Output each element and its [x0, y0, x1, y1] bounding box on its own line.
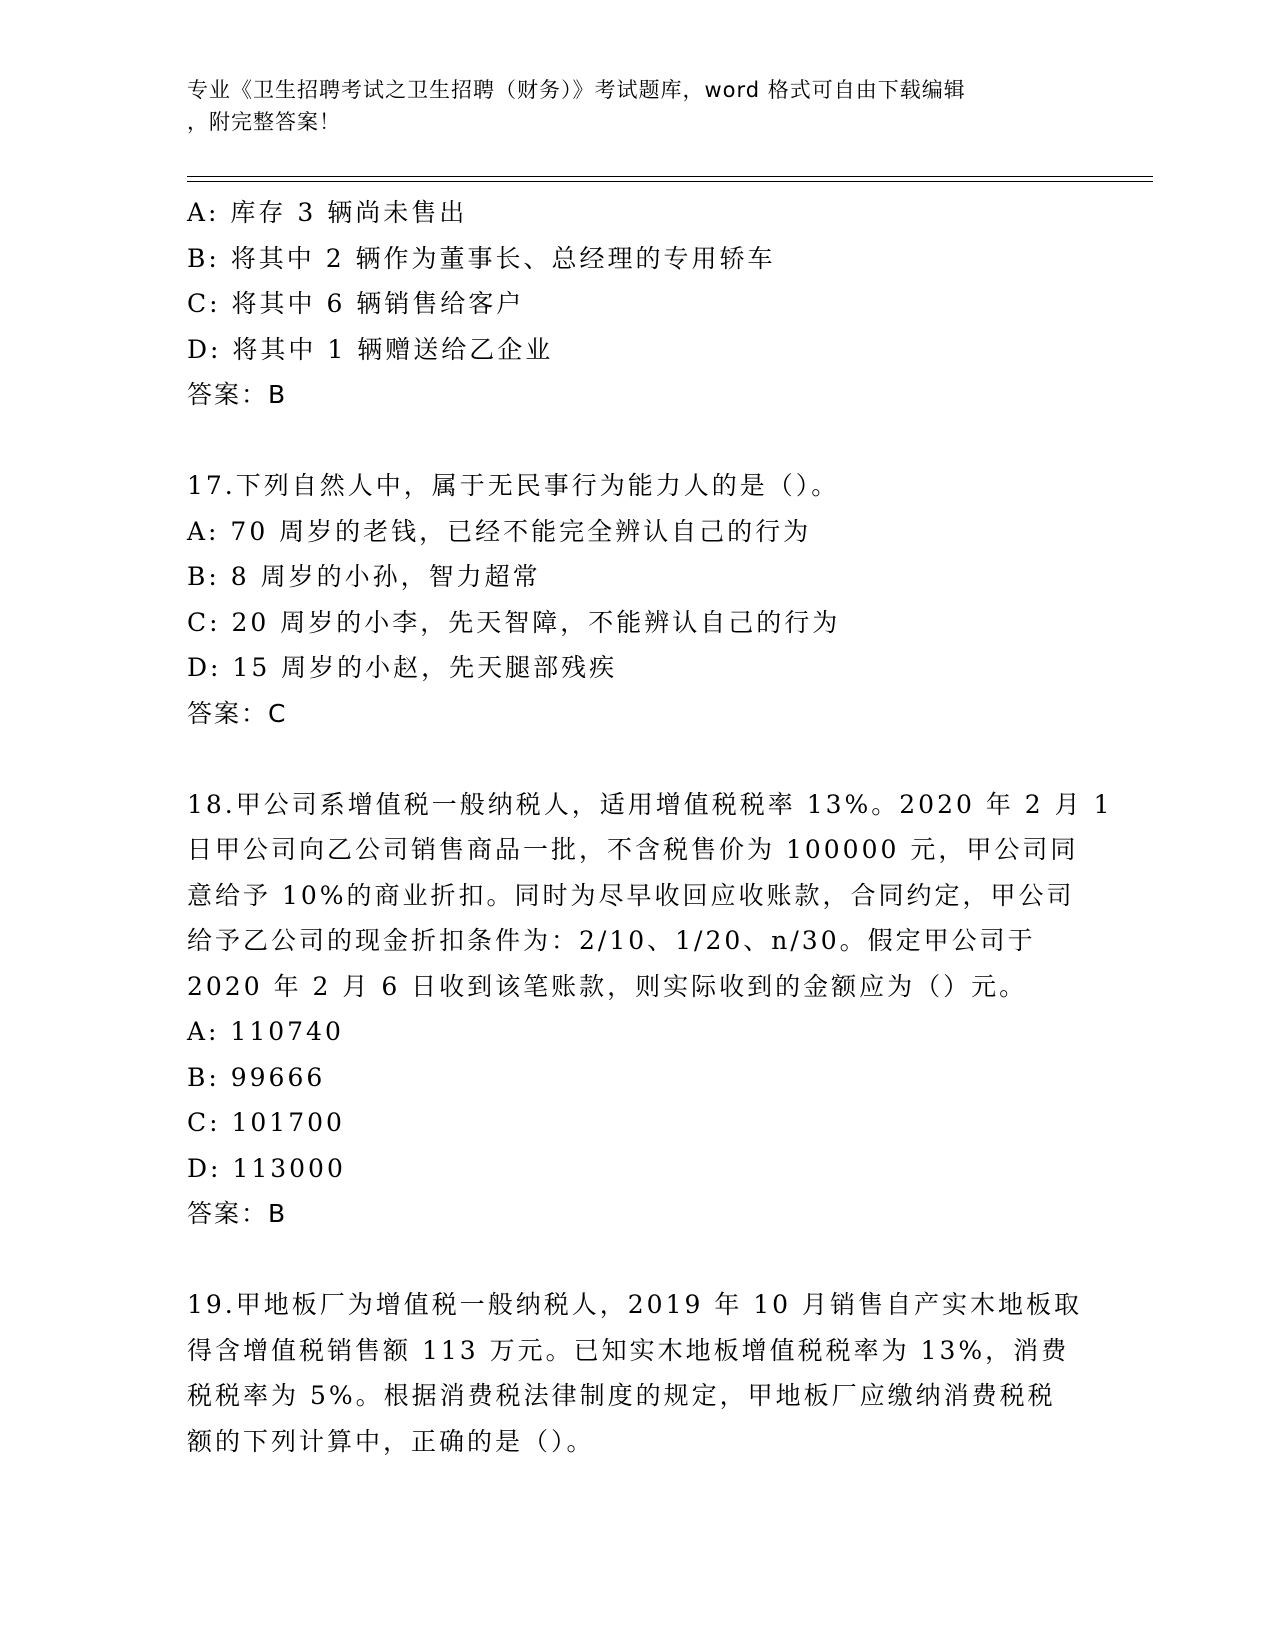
option-c: C: 将其中 6 辆销售给客户: [187, 289, 525, 318]
document-header: [187, 74, 1067, 138]
spacer: [187, 418, 1087, 464]
document-body: [187, 190, 1113, 1464]
question-17-stem: 17.下列自然人中，属于无民事行为能力人的是（）。: [187, 471, 840, 500]
option-c: C: 101700: [187, 1108, 345, 1137]
option-c: C: 20 周岁的小李，先天智障，不能辨认自己的行为: [187, 607, 841, 637]
option-d: D: 15 周岁的小赵，先天腿部残疾: [187, 653, 618, 682]
header-divider: [187, 176, 1153, 177]
option-b: B: 8 周岁的小孙，智力超常: [187, 562, 541, 591]
question-18-stem-line: 日甲公司向乙公司销售商品一批，不含税售价为 100000 元，甲公司同: [187, 835, 1079, 864]
option-b: B: 99666: [187, 1062, 326, 1092]
option-a: A: 库存 3 辆尚未售出: [187, 198, 468, 227]
option-a: A: 110740: [187, 1017, 344, 1046]
spacer: [187, 736, 1087, 782]
header-line-2: ，附完整答案！: [187, 110, 341, 134]
option-d: D: 将其中 1 辆赠送给乙企业: [187, 334, 554, 364]
question-18-stem-line: 2020 年 2 月 6 日收到该笔账款，则实际收到的金额应为（）元。: [187, 971, 1028, 1001]
question-19-stem-line: 得含增值税销售额 113 万元。已知实木地板增值税税率为 13%，消费: [187, 1335, 1070, 1365]
header-line-1: 专业《卫生招聘考试之卫生招聘（财务）》考试题库，word 格式可自由下载编辑: [187, 78, 966, 102]
answer: 答案：C: [187, 698, 288, 728]
header-divider-secondary: [187, 181, 1153, 182]
question-18-stem-line: 18.甲公司系增值税一般纳税人，适用增值税税率 13%。2020 年 2 月 1: [187, 789, 1113, 819]
question-19-stem-line: 额的下列计算中，正确的是（）。: [187, 1426, 595, 1456]
option-a: A: 70 周岁的老钱，已经不能完全辨认自己的行为: [187, 516, 812, 546]
option-d: D: 113000: [187, 1153, 346, 1183]
question-19-stem-line: 19.甲地板厂为增值税一般纳税人，2019 年 10 月销售自产实木地板取: [187, 1290, 1083, 1319]
answer: 答案：B: [187, 380, 288, 409]
question-18-stem-line: 意给予 10%的商业折扣。同时为尽早收回应收账款，合同约定，甲公司: [187, 880, 1075, 910]
spacer: [187, 1237, 1087, 1283]
answer: 答案：B: [187, 1199, 288, 1228]
option-b: B: 将其中 2 辆作为董事长、总经理的专用轿车: [187, 243, 776, 273]
question-19-stem-line: 税税率为 5%。根据消费税法律制度的规定，甲地板厂应缴纳消费税税: [187, 1381, 1056, 1410]
question-18-stem-line: 给予乙公司的现金折扣条件为：2/10、1/20、n/30。假定甲公司于: [187, 926, 1036, 955]
